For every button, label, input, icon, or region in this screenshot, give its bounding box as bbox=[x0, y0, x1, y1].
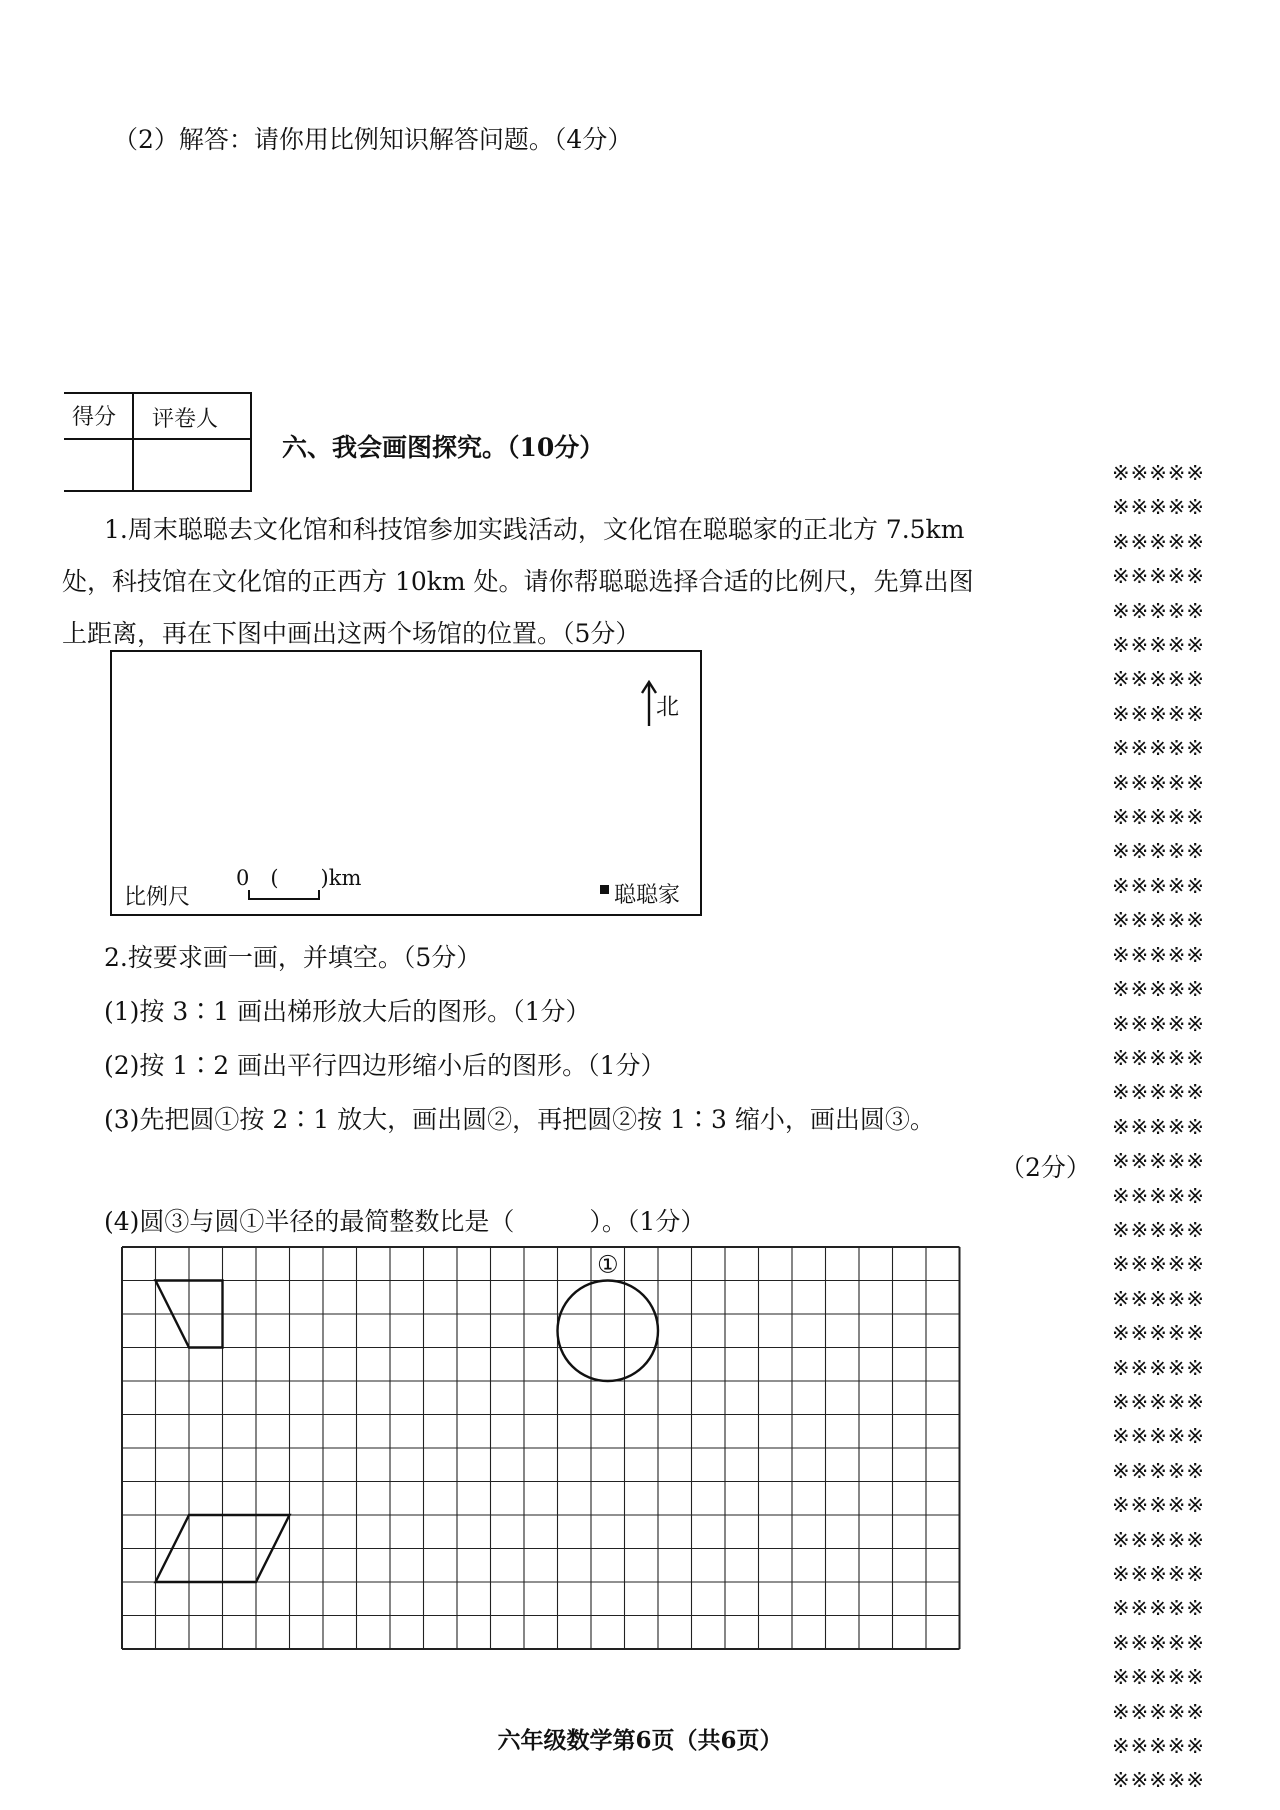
question-2-part-1: (1)按 3∶1 画出梯形放大后的图形。（1分） bbox=[104, 997, 591, 1026]
score-header: 得分 bbox=[72, 405, 117, 430]
binding-mark-row: ※※※※※ bbox=[1112, 1080, 1205, 1105]
binding-mark-row: ※※※※※ bbox=[1112, 1596, 1205, 1621]
binding-mark-row: ※※※※※ bbox=[1112, 1217, 1205, 1242]
north-label: 北 bbox=[656, 694, 679, 720]
binding-mark-row: ※※※※※ bbox=[1112, 736, 1205, 761]
scale-label: 比例尺 bbox=[124, 885, 191, 910]
binding-mark-row: ※※※※※ bbox=[1112, 1252, 1205, 1277]
binding-mark-row: ※※※※※ bbox=[1112, 1389, 1205, 1414]
binding-mark-row: ※※※※※ bbox=[1112, 633, 1205, 658]
reviewer-header: 评卷人 bbox=[152, 407, 219, 432]
binding-mark-row: ※※※※※ bbox=[1112, 1149, 1205, 1174]
question-2-part-2: (2)按 1∶2 画出平行四边形缩小后的图形。（1分） bbox=[104, 1051, 666, 1080]
question-1-line-2: 处，科技馆在文化馆的正西方 10km 处。请你帮聪聪选择合适的比例尺，先算出图 bbox=[62, 567, 974, 596]
binding-mark-row: ※※※※※ bbox=[1112, 1183, 1205, 1208]
binding-mark-row: ※※※※※ bbox=[1112, 908, 1205, 933]
binding-mark-row: ※※※※※ bbox=[1112, 1355, 1205, 1380]
circle-1-label: ① bbox=[596, 1250, 619, 1279]
score-table bbox=[64, 392, 252, 492]
score-table-divider bbox=[132, 394, 134, 490]
question-1-line-3: 上距离，再在下图中画出这两个场馆的位置。（5分） bbox=[62, 619, 641, 648]
binding-mark-row: ※※※※※ bbox=[1112, 598, 1205, 623]
binding-mark-row: ※※※※※ bbox=[1112, 977, 1205, 1002]
binding-mark-row: ※※※※※ bbox=[1112, 701, 1205, 726]
map-drawing-box[interactable] bbox=[110, 650, 702, 916]
circle-1-shape bbox=[558, 1281, 659, 1382]
binding-mark-row: ※※※※※ bbox=[1112, 1665, 1205, 1690]
question-2-part-3: (3)先把圆①按 2∶1 放大，画出圆②，再把圆②按 1∶3 缩小，画出圆③。 bbox=[104, 1105, 935, 1134]
home-marker-icon bbox=[600, 885, 609, 894]
binding-mark-row: ※※※※※ bbox=[1112, 1527, 1205, 1552]
binding-mark-row: ※※※※※ bbox=[1112, 1286, 1205, 1311]
binding-marks bbox=[1112, 456, 1205, 1798]
binding-mark-row: ※※※※※ bbox=[1112, 1493, 1205, 1518]
binding-mark-row: ※※※※※ bbox=[1112, 770, 1205, 795]
question-2-part-4[interactable]: (4)圆③与圆①半径的最简整数比是（ ）。（1分） bbox=[104, 1207, 706, 1236]
binding-mark-row: ※※※※※ bbox=[1112, 1424, 1205, 1449]
binding-mark-row: ※※※※※ bbox=[1112, 839, 1205, 864]
question-2-title: 2.按要求画一画，并填空。（5分） bbox=[104, 943, 482, 972]
question-5-part-2: （2）解答：请你用比例知识解答问题。（4分） bbox=[113, 125, 633, 154]
binding-mark-row: ※※※※※ bbox=[1112, 1699, 1205, 1724]
binding-mark-row: ※※※※※ bbox=[1112, 1458, 1205, 1483]
binding-mark-row: ※※※※※ bbox=[1112, 873, 1205, 898]
question-2-part-3-score: （2分） bbox=[1000, 1153, 1091, 1182]
binding-mark-row: ※※※※※ bbox=[1112, 1734, 1205, 1759]
question-1-line-1: 1.周末聪聪去文化馆和科技馆参加实践活动，文化馆在聪聪家的正北方 7.5km bbox=[104, 515, 965, 544]
binding-mark-row: ※※※※※ bbox=[1112, 495, 1205, 520]
binding-mark-row: ※※※※※ bbox=[1112, 564, 1205, 589]
binding-mark-row: ※※※※※ bbox=[1112, 1321, 1205, 1346]
binding-mark-row: ※※※※※ bbox=[1112, 667, 1205, 692]
drawing-grid[interactable] bbox=[121, 1246, 963, 1658]
scale-blank[interactable]: 0 ( )km bbox=[236, 866, 362, 890]
binding-mark-row: ※※※※※ bbox=[1112, 942, 1205, 967]
binding-mark-row: ※※※※※ bbox=[1112, 529, 1205, 554]
page-footer: 六年级数学第6页（共6页） bbox=[497, 1727, 783, 1754]
binding-mark-row: ※※※※※ bbox=[1112, 1630, 1205, 1655]
binding-mark-row: ※※※※※ bbox=[1112, 1562, 1205, 1586]
score-table-divider bbox=[64, 438, 250, 440]
binding-mark-row: ※※※※※ bbox=[1112, 1768, 1205, 1793]
section-6-title: 六、我会画图探究。（10分） bbox=[282, 433, 605, 462]
binding-mark-row: ※※※※※ bbox=[1112, 1045, 1205, 1070]
scale-bar-icon bbox=[248, 890, 320, 900]
binding-mark-row: ※※※※※ bbox=[1112, 805, 1205, 830]
home-label: 聪聪家 bbox=[614, 883, 681, 908]
binding-mark-row: ※※※※※ bbox=[1112, 1114, 1205, 1139]
binding-mark-row: ※※※※※ bbox=[1112, 461, 1205, 485]
binding-mark-row: ※※※※※ bbox=[1112, 1011, 1205, 1036]
